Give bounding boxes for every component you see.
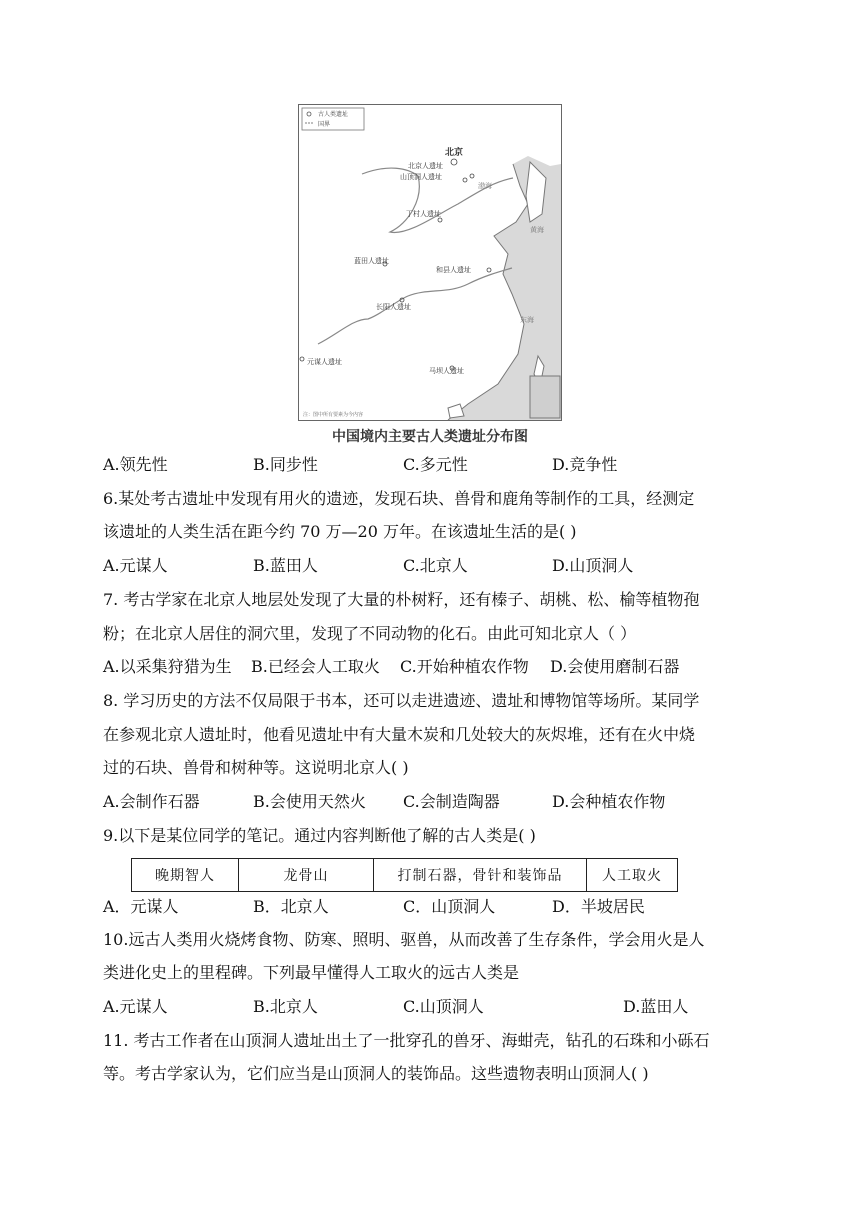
q10-stem-line1: 10.远古人类用火烧烤食物、防寒、照明、驱兽，从而改善了生存条件，学会用火是人 xyxy=(103,930,705,949)
legend-site-label: 古人类遗址 xyxy=(318,111,349,118)
map-label-hexian: 和县人遗址 xyxy=(436,266,471,274)
q6-stem-line2: 该遗址的人类生活在距今约 70 万—20 万年。在该遗址生活的是( ) xyxy=(103,522,577,541)
q6-option-c[interactable]: C.北京人 xyxy=(403,556,468,575)
site-distribution-map xyxy=(298,104,562,445)
q5-option-b[interactable]: B.同步性 xyxy=(253,455,318,474)
q9-stem-line1: 9.以下是某位同学的笔记。通过内容判断他了解的古人类是( ) xyxy=(103,826,536,845)
q10-option-a[interactable]: A.元谋人 xyxy=(103,997,168,1016)
q10-option-b[interactable]: B.北京人 xyxy=(253,997,318,1016)
table-cell: 人工取火 xyxy=(587,859,678,892)
map-label-beijing: 北京 xyxy=(445,148,464,158)
q7-option-b[interactable]: B.已经会人工取火 xyxy=(251,657,380,676)
q7-option-d[interactable]: D.会使用磨制石器 xyxy=(550,657,680,676)
q11-stem-line2: 等。考古学家认为，它们应当是山顶洞人的装饰品。这些遗物表明山顶洞人( ) xyxy=(103,1064,649,1083)
q10-stem-line2: 类进化史上的里程碑。下列最早懂得人工取火的远古人类是 xyxy=(103,963,520,982)
map-caption: 中国境内主要古人类遗址分布图 xyxy=(332,429,528,445)
map-label-donghai: 东海 xyxy=(520,316,534,324)
q10-option-c[interactable]: C.山顶洞人 xyxy=(403,997,484,1016)
q9-option-c[interactable]: C．山顶洞人 xyxy=(403,897,496,916)
map-label-dingcun: 丁村人遗址 xyxy=(406,210,441,218)
map-label-bohai: 渤海 xyxy=(478,182,492,190)
q8-stem-line1: 8. 学习历史的方法不仅局限于书本，还可以走进遗迹、遗址和博物馆等场所。某同学 xyxy=(103,691,700,710)
table-cell: 打制石器，骨针和装饰品 xyxy=(374,859,587,892)
map-graphic xyxy=(298,104,562,424)
q9-notes-table xyxy=(131,858,678,892)
q6-option-a[interactable]: A.元谋人 xyxy=(103,556,168,575)
map-label-maba: 马坝人遗址 xyxy=(429,367,464,375)
q5-option-d[interactable]: D.竞争性 xyxy=(552,455,618,474)
table-cell: 晚期智人 xyxy=(132,859,239,892)
map-note: 注：图中所有要素为今内容 xyxy=(303,412,364,418)
q7-stem-line1: 7. 考古学家在北京人地层处发现了大量的朴树籽，还有榛子、胡桃、松、榆等植物孢 xyxy=(103,590,700,609)
legend-border-label: 国界 xyxy=(318,121,331,128)
q9-option-b[interactable]: B．北京人 xyxy=(253,897,329,916)
q8-option-a[interactable]: A.会制作石器 xyxy=(103,792,200,811)
map-label-huanghai: 黄海 xyxy=(530,226,544,234)
q9-option-d[interactable]: D．半坡居民 xyxy=(552,897,645,916)
map-label-beijing-man: 北京人遗址 xyxy=(408,162,443,170)
q7-option-a[interactable]: A.以采集狩猎为生 xyxy=(103,657,232,676)
q5-option-c[interactable]: C.多元性 xyxy=(403,455,468,474)
q8-option-d[interactable]: D.会种植农作物 xyxy=(552,792,666,811)
q8-stem-line3: 过的石块、兽骨和树种等。这说明北京人( ) xyxy=(103,758,409,777)
table-cell: 龙骨山 xyxy=(239,859,374,892)
q5-option-a[interactable]: A.领先性 xyxy=(103,455,168,474)
map-label-changyang: 长阳人遗址 xyxy=(376,303,411,311)
map-label-yuanmou: 元谋人遗址 xyxy=(307,358,342,366)
map-label-lantian: 蓝田人遗址 xyxy=(354,257,389,265)
q9-option-a[interactable]: A．元谋人 xyxy=(103,897,179,916)
q6-option-d[interactable]: D.山顶洞人 xyxy=(552,556,634,575)
q10-option-d[interactable]: D.蓝田人 xyxy=(623,997,689,1016)
q7-stem-line2: 粉；在北京人居住的洞穴里，发现了不同动物的化石。由此可知北京人（ ） xyxy=(103,624,637,643)
q8-option-c[interactable]: C.会制造陶器 xyxy=(403,792,500,811)
q6-stem-line1: 6.某处考古遗址中发现有用火的遗迹，发现石块、兽骨和鹿角等制作的工具，经测定 xyxy=(103,489,695,508)
q7-option-c[interactable]: C.开始种植农作物 xyxy=(400,657,529,676)
map-label-upper-cave: 山顶洞人遗址 xyxy=(400,173,442,181)
q8-stem-line2: 在参观北京人遗址时，他看见遗址中有大量木炭和几处较大的灰烬堆，还有在火中烧 xyxy=(103,725,696,744)
q6-option-b[interactable]: B.蓝田人 xyxy=(253,556,318,575)
q11-stem-line1: 11. 考古工作者在山顶洞人遗址出土了一批穿孔的兽牙、海蚶壳，钻孔的石珠和小砾石 xyxy=(103,1031,710,1050)
table-row xyxy=(132,859,678,892)
q8-option-b[interactable]: B.会使用天然火 xyxy=(253,792,366,811)
